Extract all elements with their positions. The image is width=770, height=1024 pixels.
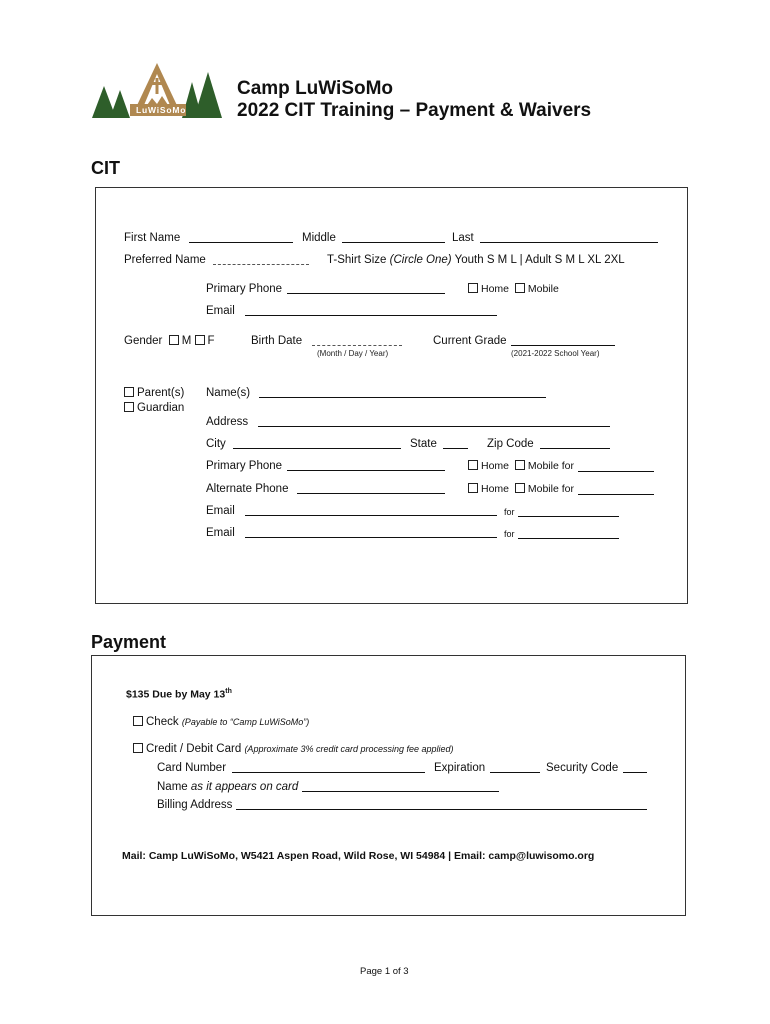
page-number: Page 1 of 3 — [360, 966, 409, 977]
name-on-card-text: Name — [157, 781, 188, 793]
state-field[interactable] — [443, 448, 468, 449]
current-grade-field[interactable] — [511, 345, 615, 346]
mobile-label: Mobile — [527, 283, 559, 295]
camp-logo — [90, 60, 225, 120]
address-field[interactable] — [258, 426, 610, 427]
birth-date-label: Birth Date — [251, 335, 303, 347]
cit-phone-type — [468, 283, 559, 295]
parent-email-2-for: for — [504, 529, 515, 539]
address-label: Address — [206, 416, 249, 428]
billing-address-label: Billing Address — [157, 799, 233, 811]
card-note: (Approximate 3% credit card processing fee applied) — [244, 744, 454, 754]
parent-email-2-field[interactable] — [245, 537, 497, 538]
last-field[interactable] — [480, 242, 658, 243]
mobile-for-label: Mobile for — [527, 483, 574, 495]
card-number-label: Card Number — [157, 762, 227, 774]
security-code-label: Security Code — [546, 762, 619, 774]
title-line-2: 2022 CIT Training – Payment & Waivers — [237, 100, 592, 121]
home-label: Home — [481, 460, 510, 472]
card-option — [133, 743, 454, 755]
payment-heading: Payment — [91, 632, 167, 652]
amount-text: $135 Due by May 13 — [126, 688, 226, 701]
alternate-mobile-for-field[interactable] — [578, 494, 654, 495]
check-label: Check — [146, 716, 179, 728]
name-on-card-field[interactable] — [302, 791, 499, 792]
card-label: Credit / Debit Card — [146, 743, 242, 755]
last-label: Last — [452, 232, 474, 244]
zip-field[interactable] — [540, 448, 610, 449]
check-option — [133, 716, 309, 728]
birth-date-field[interactable] — [312, 345, 402, 346]
parent-primary-mobile-for-field[interactable] — [578, 471, 654, 472]
parent-primary-home-checkbox[interactable] — [468, 460, 478, 470]
parents-option — [124, 387, 184, 399]
cit-home-checkbox[interactable] — [468, 283, 478, 293]
tshirt-label — [327, 254, 625, 266]
cit-heading: CIT — [91, 158, 120, 178]
alternate-mobile-checkbox[interactable] — [515, 483, 525, 493]
cit-primary-phone-label: Primary Phone — [206, 283, 283, 295]
security-code-field[interactable] — [623, 772, 647, 773]
preferred-name-label: Preferred Name — [124, 254, 206, 266]
cit-mobile-checkbox[interactable] — [515, 283, 525, 293]
parent-primary-phone-field[interactable] — [287, 470, 445, 471]
names-field[interactable] — [259, 397, 546, 398]
first-name-label: First Name — [124, 232, 181, 244]
alternate-phone-label: Alternate Phone — [206, 483, 289, 495]
home-label: Home — [481, 283, 510, 295]
expiration-label: Expiration — [434, 762, 486, 774]
parents-label: Parent(s) — [137, 387, 185, 399]
title-line-1: Camp LuWiSoMo — [237, 78, 394, 99]
cit-email-label: Email — [206, 305, 235, 317]
middle-label: Middle — [302, 232, 336, 244]
parent-email-1-for-field[interactable] — [518, 516, 619, 517]
payment-amount — [126, 688, 232, 701]
guardian-option — [124, 402, 184, 414]
current-grade-label: Current Grade — [433, 335, 507, 347]
zip-label: Zip Code — [487, 438, 534, 450]
gender-label — [124, 335, 215, 347]
cit-email-field[interactable] — [245, 315, 497, 316]
mail-contact-line: Mail: Camp LuWiSoMo, W5421 Aspen Road, Wild Rose, WI 54984 | Email: camp@luwisomo.org — [122, 850, 595, 862]
gender-f-label: F — [207, 335, 215, 347]
tshirt-size-label: T-Shirt Size — [327, 254, 387, 266]
state-label: State — [410, 438, 437, 450]
guardian-checkbox[interactable] — [124, 402, 134, 412]
cit-primary-phone-field[interactable] — [287, 293, 445, 294]
parent-email-2-for-field[interactable] — [518, 538, 619, 539]
city-label: City — [206, 438, 226, 450]
tshirt-circle-note: (Circle One) — [389, 254, 452, 266]
birth-date-hint: (Month / Day / Year) — [317, 349, 389, 358]
middle-field[interactable] — [342, 242, 445, 243]
parent-email-1-field[interactable] — [245, 515, 497, 516]
mobile-for-label: Mobile for — [527, 460, 574, 472]
gender-m-label: M — [181, 335, 192, 347]
gender-text: Gender — [124, 335, 163, 347]
alternate-home-checkbox[interactable] — [468, 483, 478, 493]
tshirt-options[interactable]: Youth S M L | Adult S M L XL 2XL — [454, 254, 625, 266]
billing-address-field[interactable] — [236, 809, 647, 810]
card-number-field[interactable] — [232, 772, 425, 773]
card-checkbox[interactable] — [133, 743, 143, 753]
gender-m-checkbox[interactable] — [169, 335, 179, 345]
parent-email-2-label: Email — [206, 527, 235, 539]
guardian-label: Guardian — [137, 402, 185, 414]
parent-primary-phone-label: Primary Phone — [206, 460, 283, 472]
city-field[interactable] — [233, 448, 401, 449]
name-on-card-note: as it appears on card — [190, 781, 299, 793]
preferred-name-field[interactable] — [213, 264, 309, 265]
names-label: Name(s) — [206, 387, 251, 399]
first-name-field[interactable] — [189, 242, 293, 243]
alternate-phone-field[interactable] — [297, 493, 445, 494]
expiration-field[interactable] — [490, 772, 540, 773]
name-on-card-label — [157, 781, 298, 793]
logo-text: LuWiSoMo — [136, 105, 187, 115]
gender-f-checkbox[interactable] — [195, 335, 205, 345]
parent-email-1-label: Email — [206, 505, 235, 517]
alternate-phone-type — [468, 483, 574, 495]
home-label: Home — [481, 483, 510, 495]
check-checkbox[interactable] — [133, 716, 143, 726]
parent-primary-mobile-checkbox[interactable] — [515, 460, 525, 470]
current-grade-hint: (2021-2022 School Year) — [511, 349, 600, 358]
parents-checkbox[interactable] — [124, 387, 134, 397]
amount-sup: th — [225, 688, 232, 695]
parent-primary-phone-type — [468, 460, 574, 472]
parent-email-1-for: for — [504, 507, 515, 517]
check-note: (Payable to “Camp LuWiSoMo”) — [181, 717, 310, 727]
